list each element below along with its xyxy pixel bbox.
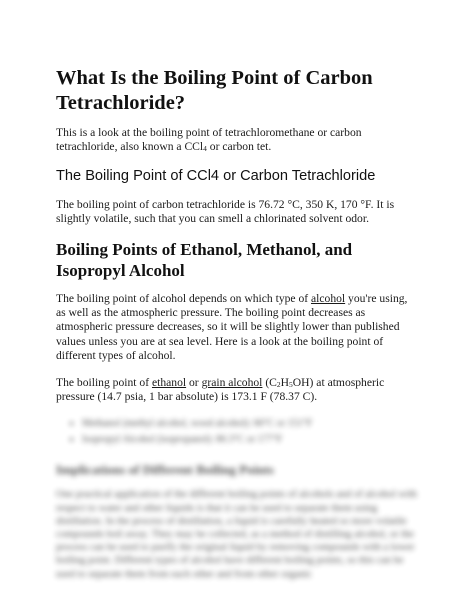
alcohol-link[interactable]: alcohol [311,291,346,305]
p1-text-b: you're using, as well as the atmospheric pressure. The boiling point decreases as atmospheric pressure decreases, so it will be slightly lower than published values unless you are at sea level. Here is a look at the boiling point of different types of alcohol. [56,291,408,363]
implications-paragraph: One practical application of the different boiling points of alcohols and of alcohol with respect to water and other liquids is that it can be used to separate them using distillation. In the process of distillation, a liquid is carefully heated so more volatile compounds boil away. They may be collected, as a method of distilling alcohol, or the process can be used to purify the original liquid by removing compounds with a lower boiling point. Different types of alcohol have different boiling points, so this can be used to separate them from each other and from other organic [56,489,417,580]
implications-heading: Implications of Different Boiling Points [56,462,274,478]
p1-text-a: The boiling point of alcohol depends on which type of [56,291,312,305]
ethanol-link[interactable]: ethanol [151,375,187,389]
list-item: • Methanol (methyl alcohol, wood alcohol): 66°C or 151°F [82,416,418,432]
p2-formula-a: (C [262,375,277,389]
section1-paragraph: The boiling point of carbon tetrachloride is 76.72 °C, 350 K, 170 °F. It is slightly volatile, such that you can smell a chlorinated solvent odor. [56,197,395,226]
intro-subscript: 4 [203,144,207,154]
p2-sub-2: 5 [289,379,293,389]
p2-text-mid: or [186,375,202,389]
blurred-preview [56,416,418,580]
grain-alcohol-link[interactable]: grain alcohol [201,375,263,389]
section2-paragraph-2 [56,376,418,405]
intro-paragraph [56,126,418,155]
p2-sub-1: 2 [276,379,281,389]
list-item: • Isopropyl Alcohol (isopropanol): 80.3°C or 177°F [82,432,418,448]
section2-paragraph-1 [56,292,418,364]
page-title: What Is the Boiling Point of Carbon Tetrachloride? [56,67,373,114]
section2-heading: Boiling Points of Ethanol, Methanol, and Isopropyl Alcohol [56,239,353,280]
alcohol-bullet-list [56,416,418,448]
p2-formula-c: OH) at atmospheric pressure (14.7 psia, 1 bar absolute) is 173.1 F (78.37 C). [56,375,385,404]
intro-text: This is a look at the boiling point of tetrachloromethane or carbon tetrachloride, also known a CCl [56,126,362,154]
p2-text-a: The boiling point of [56,375,152,389]
section1-heading: The Boiling Point of CCl4 or Carbon Tetrachloride [56,167,376,184]
p2-formula-b: H [280,375,290,389]
intro-tail: or carbon tet. [206,140,272,154]
